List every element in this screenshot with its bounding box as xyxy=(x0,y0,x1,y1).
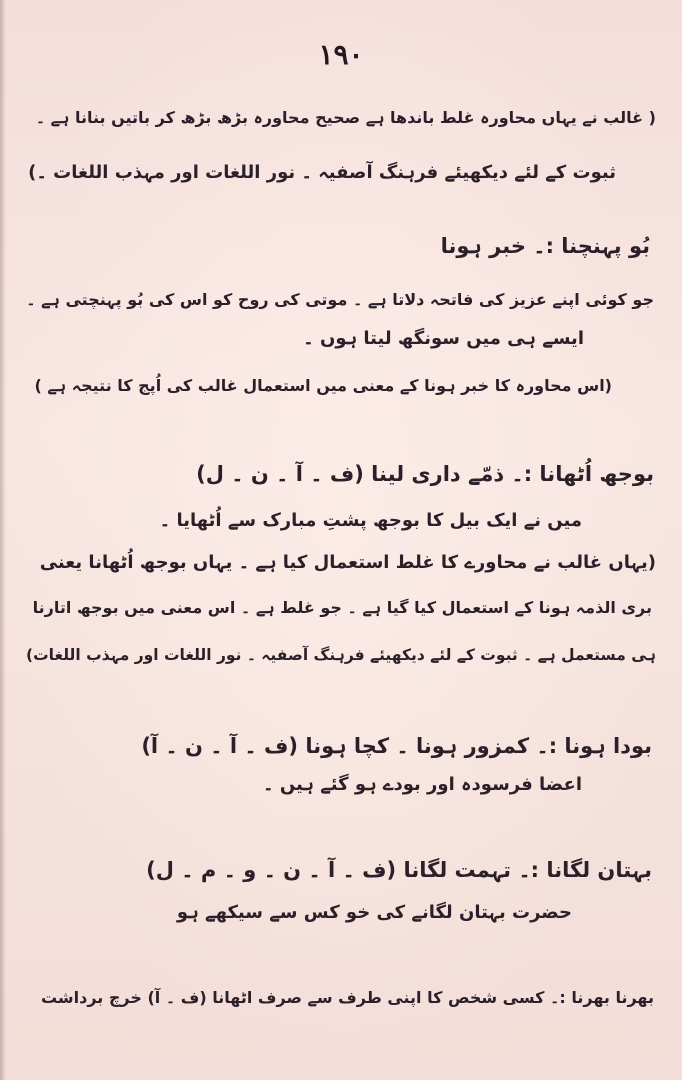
entry-heading: بودا ہونا :۔ کمزور ہونا ۔ کچا ہونا (ف ۔ آ ۔ ن ۔ آ) xyxy=(141,734,652,758)
entry-heading: بھرنا بھرنا :۔ کسی شخص کا اپنی طرف سے صرف اٹھانا (ف ۔ آ) خرچ برداشت xyxy=(40,988,654,1007)
paragraph-line: ایسے ہی میں سونگھ لیتا ہوں ۔ xyxy=(303,328,584,349)
entry-heading: بُو پہنچنا :۔ خبر ہونا xyxy=(440,234,650,258)
paragraph-line: ( غالب نے یہاں محاورہ غلط باندھا ہے صحیح محاورہ بڑھ بڑھ کر باتیں بنانا ہے ۔ xyxy=(35,108,656,127)
page-number: ١٩٠ xyxy=(318,38,364,71)
paragraph-line: ہی مستعمل ہے ۔ ثبوت کے لئے دیکھیئے فرہنگ آصفیہ ۔ نور اللغات اور مہذب اللغات) xyxy=(26,646,656,664)
entry-heading: بہتان لگانا :۔ تہمت لگانا (ف ۔ آ ۔ ن ۔ و ۔ م ۔ ل) xyxy=(146,858,652,882)
paragraph-line: (یہاں غالب نے محاورے کا غلط استعمال کیا ہے ۔ یہاں بوجھ اُٹھانا یعنی xyxy=(39,552,656,573)
paragraph-line: جو کوئی اپنے عزیز کی فاتحہ دلاتا ہے ۔ موتی کی روح کو اس کی بُو پہنچتی ہے ۔ xyxy=(26,290,654,309)
paragraph-line: (اس محاورہ کا خبر ہونا کے معنی میں استعمال غالب کی اُپج کا نتیجہ ہے ) xyxy=(34,376,612,395)
paragraph-line: میں نے ایک بیل کا بوجھ پشتِ مبارک سے اُٹھایا ۔ xyxy=(159,510,582,531)
entry-heading: بوجھ اُٹھانا :۔ ذمّے داری لینا (ف ۔ آ ۔ ن ۔ ل) xyxy=(196,462,654,486)
paragraph-line: اعضا فرسودہ اور بودے ہو گئے ہیں ۔ xyxy=(263,774,582,795)
paragraph-line: حضرت بہتان لگانے کی خو کس سے سیکھے ہو xyxy=(176,902,572,923)
page-edge-shadow xyxy=(0,0,6,1080)
paragraph-line: ثبوت کے لئے دیکھیئے فرہنگ آصفیہ ۔ نور اللغات اور مہذب اللغات ۔) xyxy=(28,162,616,183)
paragraph-line: بری الذمہ ہونا کے استعمال کیا گیا ہے ۔ جو غلط ہے ۔ اس معنی میں بوجھ اتارنا xyxy=(32,598,652,617)
